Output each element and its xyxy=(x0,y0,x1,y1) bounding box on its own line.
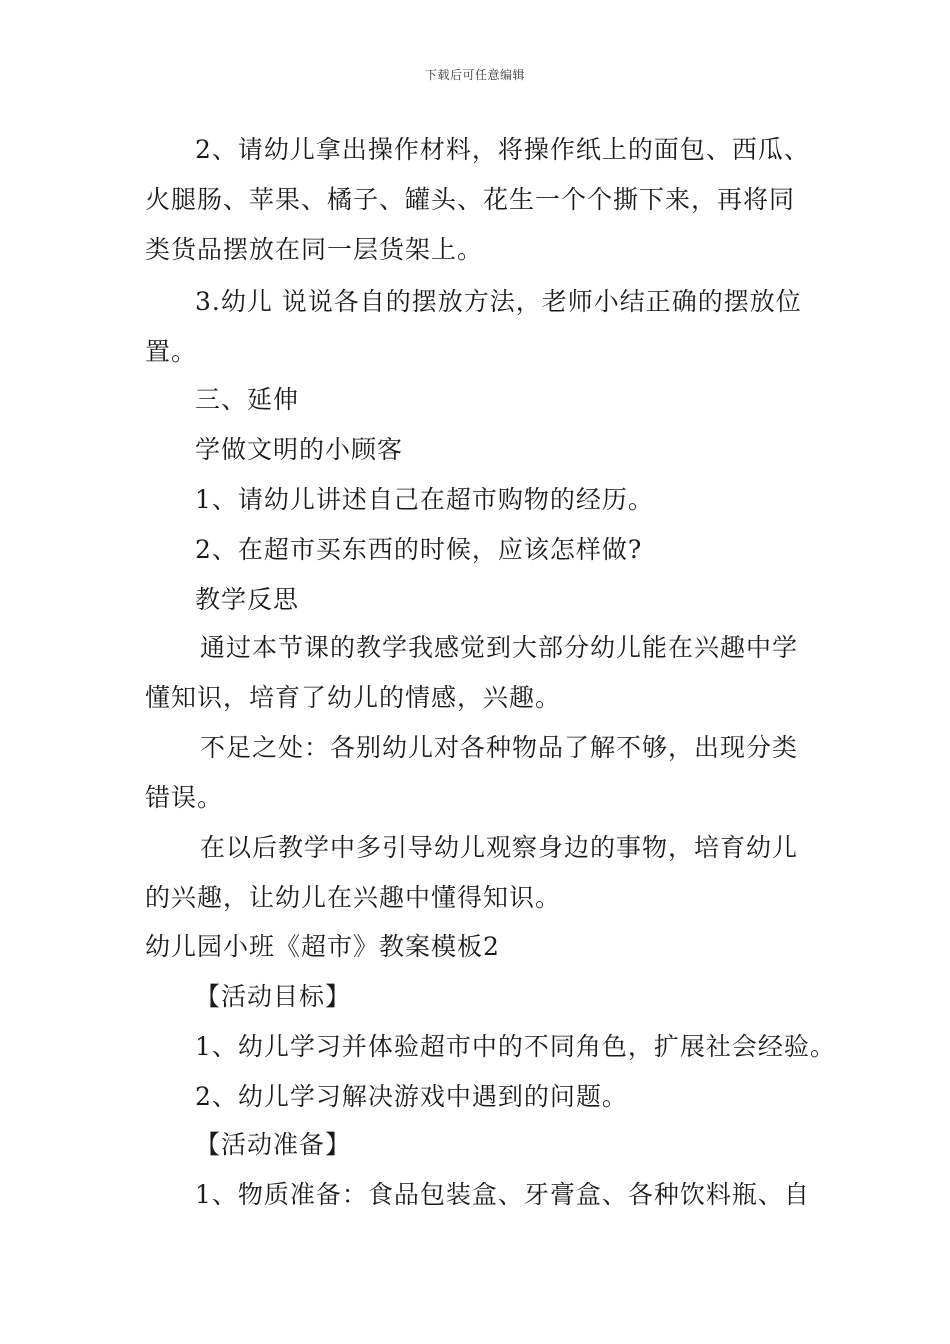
section-heading: 教学反思 xyxy=(195,585,300,614)
document-title: 幼儿园小班《超市》教案模板2 xyxy=(145,932,500,961)
paragraph-line: 不足之处：各别幼儿对各种物品了解不够，出现分类 xyxy=(200,733,799,762)
paragraph-line: 在以后教学中多引导幼儿观察身边的事物，培育幼儿 xyxy=(200,833,799,862)
section-heading: 三、延伸 xyxy=(195,385,300,414)
paragraph-line: 火腿肠、苹果、橘子、罐头、花生一个个撕下来，再将同 xyxy=(145,185,796,214)
paragraph-line: 学做文明的小顾客 xyxy=(195,435,404,464)
paragraph-line: 错误。 xyxy=(145,783,224,812)
paragraph-line: 2、在超市买东西的时候，应该怎样做? xyxy=(195,535,643,564)
paragraph-line: 2、请幼儿拿出操作材料，将操作纸上的面包、西瓜、 xyxy=(195,135,810,164)
paragraph-line: 类货品摆放在同一层货架上。 xyxy=(145,235,484,264)
paragraph-line: 1、请幼儿讲述自己在超市购物的经历。 xyxy=(195,485,654,514)
paragraph-line: 的兴趣，让幼儿在兴趣中懂得知识。 xyxy=(145,883,562,912)
section-heading: 【活动准备】 xyxy=(195,1130,352,1159)
section-heading: 【活动目标】 xyxy=(195,982,352,1011)
paragraph-line: 通过本节课的教学我感觉到大部分幼儿能在兴趣中学 xyxy=(200,633,799,662)
header-note: 下载后可任意编辑 xyxy=(424,68,525,82)
paragraph-line: 1、物质准备：食品包装盒、牙膏盒、各种饮料瓶、自 xyxy=(195,1180,810,1209)
paragraph-line: 懂知识，培育了幼儿的情感，兴趣。 xyxy=(145,683,562,712)
paragraph-line: 置。 xyxy=(145,337,198,366)
paragraph-line: 1、幼儿学习并体验超市中的不同角色，扩展社会经验。 xyxy=(195,1032,836,1061)
paragraph-line: 3.幼儿 说说各自的摆放方法，老师小结正确的摆放位 xyxy=(195,287,802,316)
paragraph-line: 2、幼儿学习解决游戏中遇到的问题。 xyxy=(195,1082,628,1111)
